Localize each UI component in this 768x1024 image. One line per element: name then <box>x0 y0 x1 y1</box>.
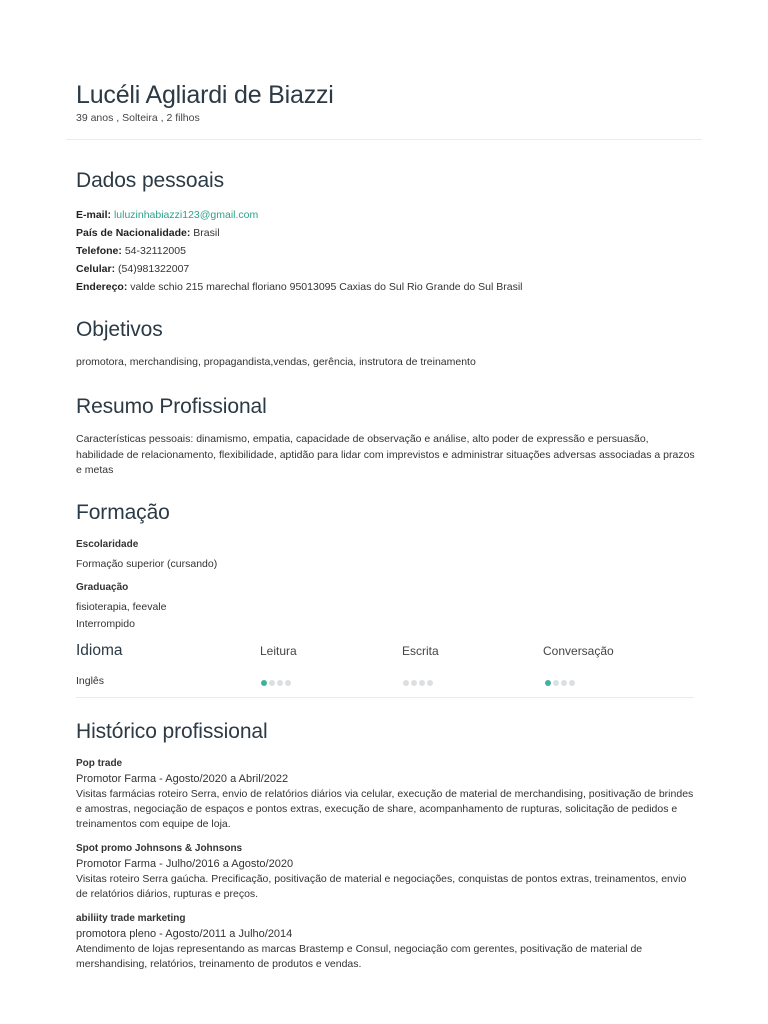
col-reading: Leitura <box>260 644 297 658</box>
section-personal <box>76 168 696 296</box>
job-role: Promotor Farma - Julho/2016 a Agosto/2020 <box>76 858 294 870</box>
reading-level-dots <box>261 680 293 686</box>
schooling-value: Formação superior (cursando) <box>76 558 218 570</box>
job-company: Pop trade <box>76 758 123 769</box>
section-summary <box>76 394 696 479</box>
nationality-value: Brasil <box>193 227 220 239</box>
level-dot-filled <box>545 680 551 686</box>
level-dot-empty <box>553 680 559 686</box>
job-entry <box>76 757 696 832</box>
mobile-value: (54)981322007 <box>118 263 190 275</box>
email-link[interactable]: luluzinhabiazzi123@gmail.com <box>113 209 259 221</box>
col-speaking: Conversação <box>543 644 614 658</box>
section-history <box>76 719 696 972</box>
level-dot-empty <box>569 680 575 686</box>
phone-label: Telefone: <box>76 245 122 257</box>
language-title: Idioma <box>76 642 123 659</box>
schooling-label: Escolaridade <box>76 539 139 550</box>
mobile-row <box>76 260 696 278</box>
objectives-text: promotora, merchandising, propagandista,vendas, gerência, instrutora de treinamento <box>76 356 476 368</box>
level-dot-filled <box>261 680 267 686</box>
summary-text: Características pessoais: dinamismo, empatia, capacidade de observação e análise, alto poder de expressão e persuasão, habilidade de relacionamento, flexibilidade, aptidão para lidar com imprevistos e administrar situações adversas associadas a prazos e metas <box>76 433 695 476</box>
email-row <box>76 206 696 224</box>
language-name: Inglês <box>76 675 105 687</box>
header-divider <box>66 139 702 140</box>
graduation-course: fisioterapia, feevale <box>76 601 167 613</box>
speaking-level-dots <box>545 680 577 686</box>
candidate-subtitle: 39 anos , Solteira , 2 filhos <box>76 112 200 124</box>
job-role: promotora pleno - Agosto/2011 a Julho/2014 <box>76 928 293 940</box>
phone-row <box>76 242 696 260</box>
graduation-status: Interrompido <box>76 618 135 630</box>
job-entry <box>76 912 696 972</box>
section-title-summary: Resumo Profissional <box>76 395 267 418</box>
writing-level-dots <box>403 680 435 686</box>
address-row <box>76 278 696 296</box>
language-divider <box>76 697 694 698</box>
section-objectives <box>76 317 696 371</box>
level-dot-empty <box>427 680 433 686</box>
level-dot-empty <box>269 680 275 686</box>
language-row <box>76 675 696 691</box>
nationality-row <box>76 224 696 242</box>
col-writing: Escrita <box>402 644 439 658</box>
level-dot-empty <box>277 680 283 686</box>
phone-value: 54-32112005 <box>124 245 186 257</box>
job-description: Visitas roteiro Serra gaúcha. Precificação, positivação de material e negociações, conquistas de pontos extras, treinamentos, envio de relatórios diários, rupturas e preços. <box>76 873 687 900</box>
job-entry <box>76 842 696 902</box>
nationality-label: País de Nacionalidade: <box>76 227 191 239</box>
email-label: E-mail: <box>76 209 112 221</box>
section-title-objectives: Objetivos <box>76 318 163 341</box>
job-description: Atendimento de lojas representando as marcas Brastemp e Consul, negociação com gerentes, positivação de material de mershandising, relatórios, treinamento de produtos e vendas. <box>76 943 643 970</box>
level-dot-empty <box>561 680 567 686</box>
job-company: Spot promo Johnsons & Johnsons <box>76 843 243 854</box>
language-table-header <box>76 642 696 666</box>
section-title-education: Formação <box>76 501 170 524</box>
section-title-personal: Dados pessoais <box>76 169 225 192</box>
level-dot-empty <box>285 680 291 686</box>
job-role: Promotor Farma - Agosto/2020 a Abril/2022 <box>76 773 289 785</box>
graduation-label: Graduação <box>76 582 129 593</box>
level-dot-empty <box>411 680 417 686</box>
address-value: valde schio 215 marechal floriano 95013095 Caxias do Sul Rio Grande do Sul Brasil <box>130 281 523 293</box>
address-label: Endereço: <box>76 281 128 293</box>
section-title-history: Histórico profissional <box>76 720 268 743</box>
resume-header <box>76 80 696 125</box>
mobile-label: Celular: <box>76 263 116 275</box>
job-description: Visitas farmácias roteiro Serra, envio de relatórios diários via celular, execução de material de merchandising, positivação de brindes e amostras, negociação de espaços e pontos extras, execução de share, acompanhamento de rupturas, solicitação de pedidos e treinamentos com equipe de loja. <box>76 788 694 830</box>
section-education <box>76 500 696 633</box>
level-dot-empty <box>403 680 409 686</box>
job-company: abiliity trade marketing <box>76 913 186 924</box>
level-dot-empty <box>419 680 425 686</box>
candidate-name: Lucéli Agliardi de Biazzi <box>76 81 334 109</box>
